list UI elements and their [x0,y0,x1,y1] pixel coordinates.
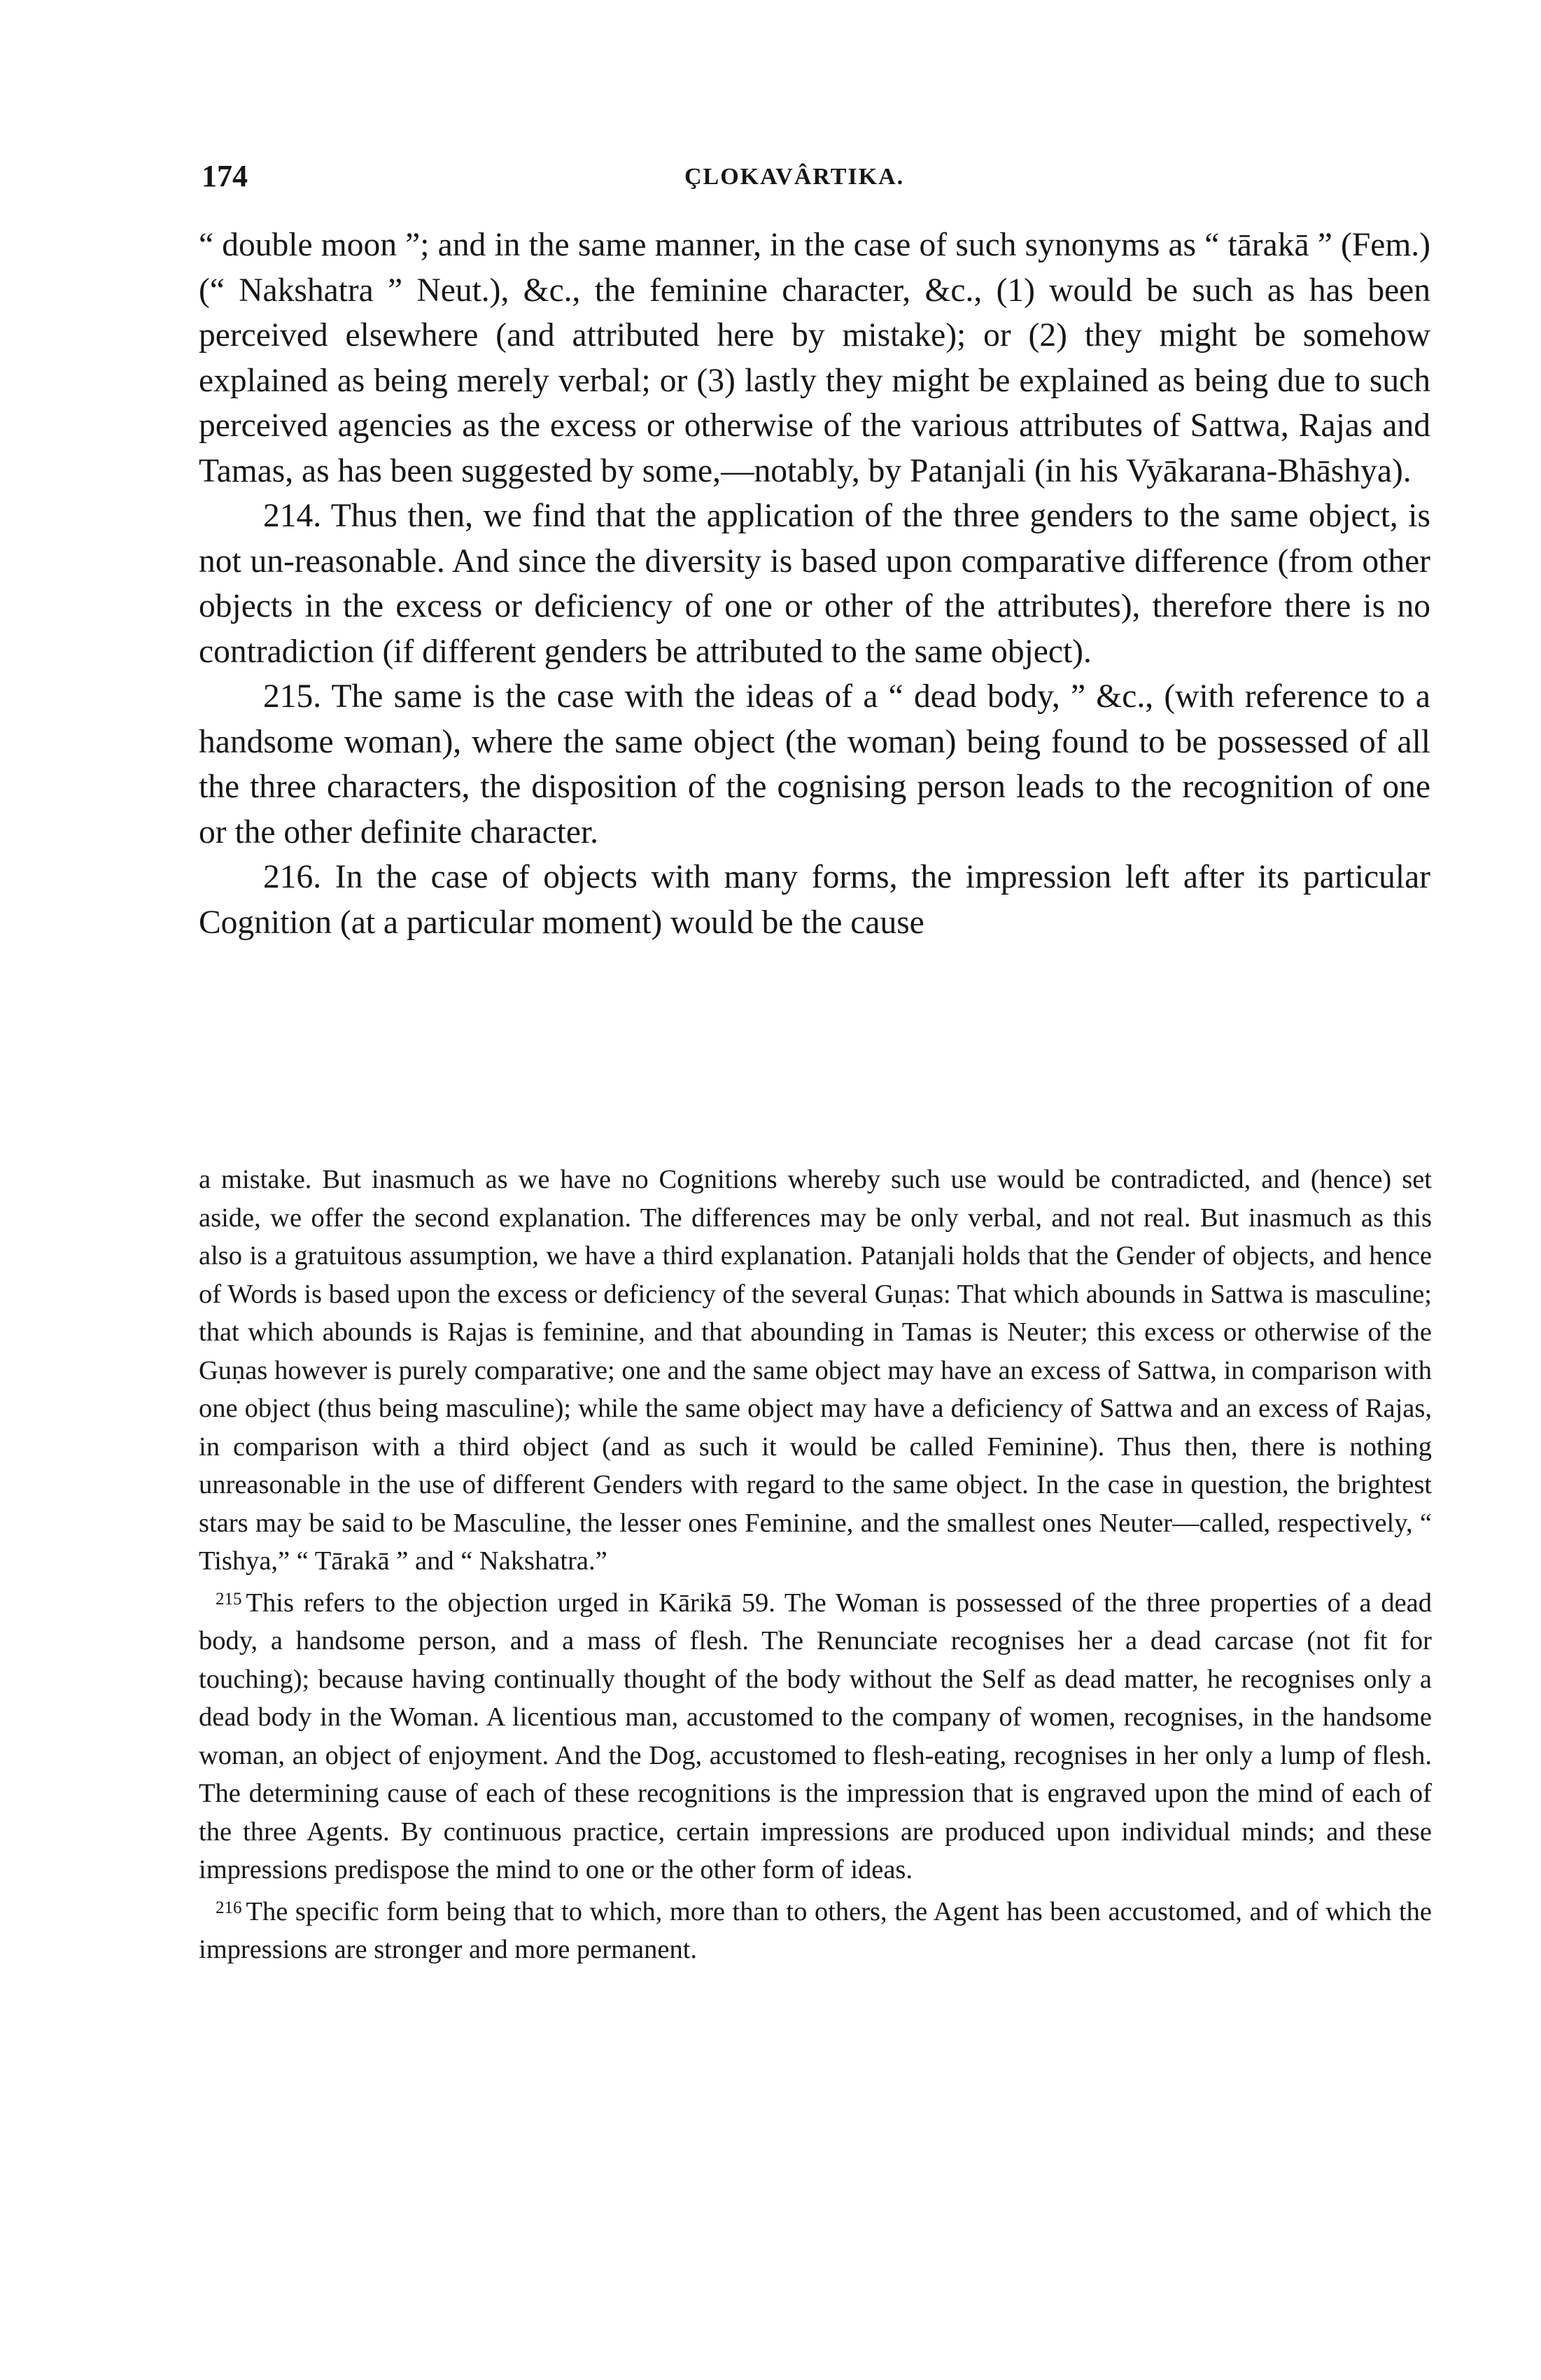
verse-214: 214. Thus then, we find that the application of the three genders to the same object, is not un-reasonable. And since the diversity is based upon comparative difference (from other objects in the excess or deficiency of one or other of the attributes), therefore there is no contradiction (if different genders be attributed to the same object). [199,498,1430,670]
footnote-216-marker: 216 [216,1898,242,1917]
footnote-216 [199,1889,1432,1969]
footnotes [199,1161,1432,1969]
verse-215: 215. The same is the case with the ideas of a “ dead body, ” &c., (with reference to a handsome woman), where the same object (the woman) being found to be possessed of all the three characters, the disposition of the cognising person leads to the recognition of one or the other definite character. [199,678,1430,850]
footnote-215 [199,1581,1432,1889]
footnote-continuation: a mistake. But inasmuch as we have no Cognitions whereby such use would be contradicted, and (hence) set aside, we offer the second explanation. The differences may be only verbal, and not real. But inasmuch as this also is a gratuitous assumption, we have a third explanation. Patanjali holds that the Gender of objects, and hence of Words is based upon the excess or deficiency of the several Guṇas: That which abounds in Sattwa is masculine; that which abounds is Rajas is feminine, and that abounding in Tamas is Neuter; this excess or otherwise of the Guṇas however is purely comparative; one and the same object may have an excess of Sattwa, in comparison with one object (thus being masculine); while the same object may have a deficiency of Sattwa and an excess of Rajas, in comparison with a third object (and as such it would be called Feminine). Thus then, there is nothing unreasonable in the use of different Genders with regard to the same object. In the case in question, the brightest stars may be said to be Masculine, the lesser ones Feminine, and the smallest ones Neuter—called, respectively, “ Tishya,” “ Tārakā ” and “ Nakshatra.” [199,1165,1432,1576]
page-number: 174 [202,159,248,193]
footnote-216-text: The specific form being that to which, more than to others, the Agent has been accustomed, and of which the impressions are stronger and more permanent. [199,1896,1432,1964]
verse-216: 216. In the case of objects with many forms, the impression left after its particular Cognition (at a particular moment) would be the cause [199,859,1430,941]
continued-paragraph: “ double moon ”; and in the same manner, in the case of such synonyms as “ tārakā ” (Fem.) (“ Nakshatra ” Neut.), &c., the feminine character, &c., (1) would be such as has been perceived elsewhere (and attributed here by mistake); or (2) they might be somehow explained as being merely verbal; or (3) lastly they might be explained as being due to such perceived agencies as the excess or otherwise of the various attributes of Sattwa, Rajas and Tamas, as has been suggested by some,—notably, by Patanjali (in his Vyākarana-Bhāshya). [199,227,1430,489]
running-title: ÇLOKAVÂRTIKA. [684,164,905,190]
page-header [202,158,1433,200]
footnote-215-text: This refers to the objection urged in Kārikā 59. The Woman is possessed of the three properties of a dead body, a handsome person, and a mass of flesh. The Renunciate recognises her a dead carcase (not fit for touching); because having continually thought of the body without the Self as dead matter, he recognises only a dead body in the Woman. A licentious man, accustomed to the company of women, recognises, in the handsome woman, an object of enjoyment. And the Dog, accustomed to flesh-eating, recognises in her only a lump of flesh. The determining cause of each of these recognitions is the impression that is engraved upon the mind of each of the three Agents. By continuous practice, certain impressions are produced upon individual minds; and these impressions predispose the mind to one or the other form of ideas. [199,1588,1432,1884]
footnote-215-marker: 215 [216,1589,242,1609]
main-text [199,223,1430,945]
